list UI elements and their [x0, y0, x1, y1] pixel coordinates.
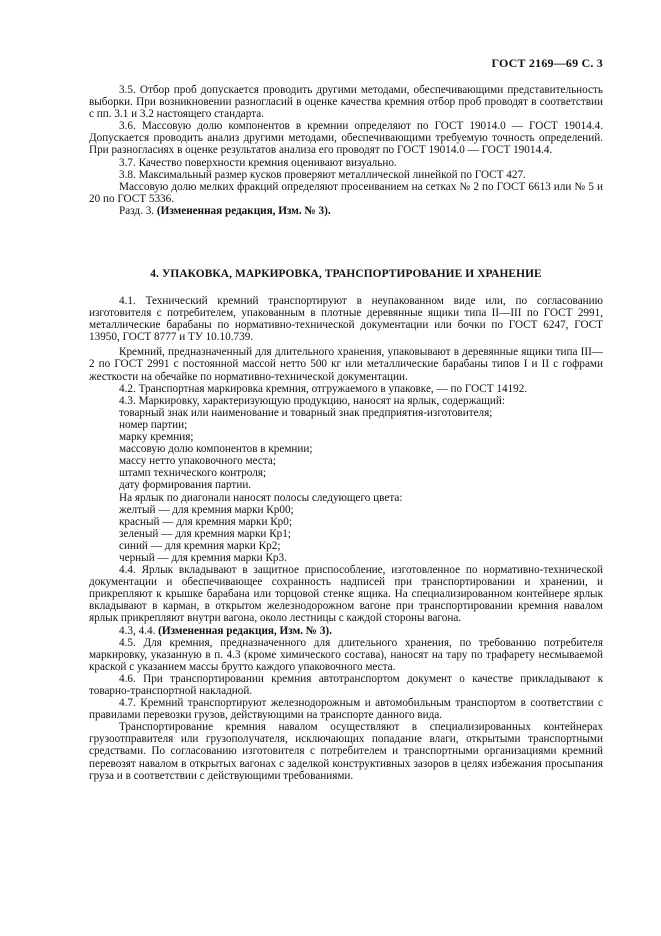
label-contents-list [89, 407, 603, 564]
list-item: желтый — для кремния марки Кр00; [119, 503, 294, 516]
paragraph-4-3: 4.3. Маркировку, характеризующую продукцию, наносят на ярлык, содержащий: [119, 394, 505, 407]
paragraph-4-7-bulk: Транспортирование кремния навалом осуществляют в специализированных контейнерах грузоотправителя или грузополучателя, исключающих попадание влаги, открытыми транспортными средствами. По согласованию изготовителя с потребителем и транспортными организациями кремний перевозят навалом в открытых вагонах с заделкой конструктивных зазоров в целях избежания просыпания груза и в соответствии с действующими требованиями. [89, 721, 603, 782]
amendment-prefix: 4.3, 4.4. [119, 624, 159, 637]
paragraph-4-1: 4.1. Технический кремний транспортируют в неупакованном виде или, по согласованию изготовителя с потребителем, упакованным в плотные деревянные ящики типа II—III по ГОСТ 2991, металлические барабаны по нормативно-технической документации или бочки по ГОСТ 6247, ГОСТ 13950, ГОСТ 8777 и ТУ 10.10.739. [89, 295, 603, 344]
amendment-bold: (Измененная редакция, Изм. № 3). [158, 624, 332, 637]
amendment-note-3 [89, 205, 603, 217]
amendment-prefix: Разд. 3. [119, 204, 157, 217]
paragraph-4-6: 4.6. При транспортировании кремния автотранспортом документ о качестве прикладывают к товарно-транспортной накладной. [89, 672, 603, 697]
page-header: ГОСТ 2169—69 С. 3 [491, 56, 603, 70]
list-item: товарный знак или наименование и товарный знак предприятия-изготовителя; [119, 406, 493, 419]
list-item: марку кремния; [119, 431, 194, 444]
list-item: зеленый — для кремния марки Кр1; [119, 527, 291, 540]
list-item: массовую долю компонентов в кремнии; [119, 443, 313, 456]
list-item: номер партии; [119, 418, 188, 431]
list-item: черный — для кремния марки Кр3. [119, 551, 287, 564]
paragraph-3-6: 3.6. Массовую долю компонентов в кремнии определяют по ГОСТ 19014.0 — ГОСТ 19014.4. Допускается проводить анализ другими методами, обеспечивающими требуемую точность определений. При разногласиях в оценке результатов анализа его проводят по ГОСТ 19014.0 — ГОСТ 19014.4. [89, 120, 603, 157]
list-item: штамп технического контроля; [119, 467, 267, 480]
paragraph-4-2: 4.2. Транспортная маркировка кремния, отгружаемого в упаковке, — по ГОСТ 14192. [119, 382, 528, 395]
amendment-bold: (Измененная редакция, Изм. № 3). [156, 204, 331, 217]
paragraph-fractions: Массовую долю мелких фракций определяют просеиванием на сетках № 2 по ГОСТ 6613 или № 5 и 20 по ГОСТ 5336. [89, 180, 603, 205]
paragraph-4-4: 4.4. Ярлык вкладывают в защитное приспособление, изготовленное по нормативно-технической документации и обеспечивающее сохранность надписей при транспортировании и хранении, и прикрепляют к крышке барабана или торцовой стенке ящика. На специализированном контейнере ярлык вкладывают в карман, в открытом железнодорожном вагоне при транспортировании кремния навалом ярлык прикрепляют внутри вагона, около лестницы с каждой стороны вагона. [89, 564, 603, 625]
list-item: дату формирования партии. [119, 479, 252, 492]
paragraph-3-8: 3.8. Максимальный размер кусков проверяют металлической линейкой по ГОСТ 427. [119, 168, 526, 181]
section-3-block [89, 84, 603, 217]
list-item: синий — для кремния марки Кр2; [119, 539, 281, 552]
paragraph-4-5: 4.5. Для кремния, предназначенного для длительного хранения, по требованию потребителя маркировку, указанную в п. 4.3 (кроме химического состава), наносят на тару по трафарету несмываемой краской с указанием массы брутто каждого упаковочного места. [89, 636, 603, 673]
paragraph-4-7: 4.7. Кремний транспортируют железнодорожным и автомобильным транспортом в соответствии с правилами перевозки грузов, действующими на транспорте данного вида. [89, 697, 603, 722]
section-4-title: 4. УПАКОВКА, МАРКИРОВКА, ТРАНСПОРТИРОВАНИЕ И ХРАНЕНИЕ [150, 268, 542, 280]
list-item: массу нетто упаковочного места; [119, 455, 276, 468]
stripes-intro: На ярлык по диагонали наносят полосы следующего цвета: [119, 491, 403, 504]
list-item: красный — для кремния марки Кр0; [119, 515, 292, 528]
amendment-note-4 [89, 625, 603, 637]
paragraph-3-5: 3.5. Отбор проб допускается проводить другими методами, обеспечивающими представительность выборки. При возникновении разногласий в оценке качества кремния отбор проб проводят в соответствии с пп. 3.1 и 3.2 настоящего стандарта. [89, 84, 603, 121]
section-4-block [89, 295, 603, 782]
paragraph-4-1-storage: Кремний, предназначенный для длительного хранения, упаковывают в деревянные ящики типа III—2 по ГОСТ 2991 с постоянной массой нетто 500 кг или металлические барабаны типов I и II с гофрами жесткости на обечайке по нормативно-технической документации. [89, 346, 603, 383]
paragraph-3-7: 3.7. Качество поверхности кремния оценивают визуально. [119, 156, 397, 169]
